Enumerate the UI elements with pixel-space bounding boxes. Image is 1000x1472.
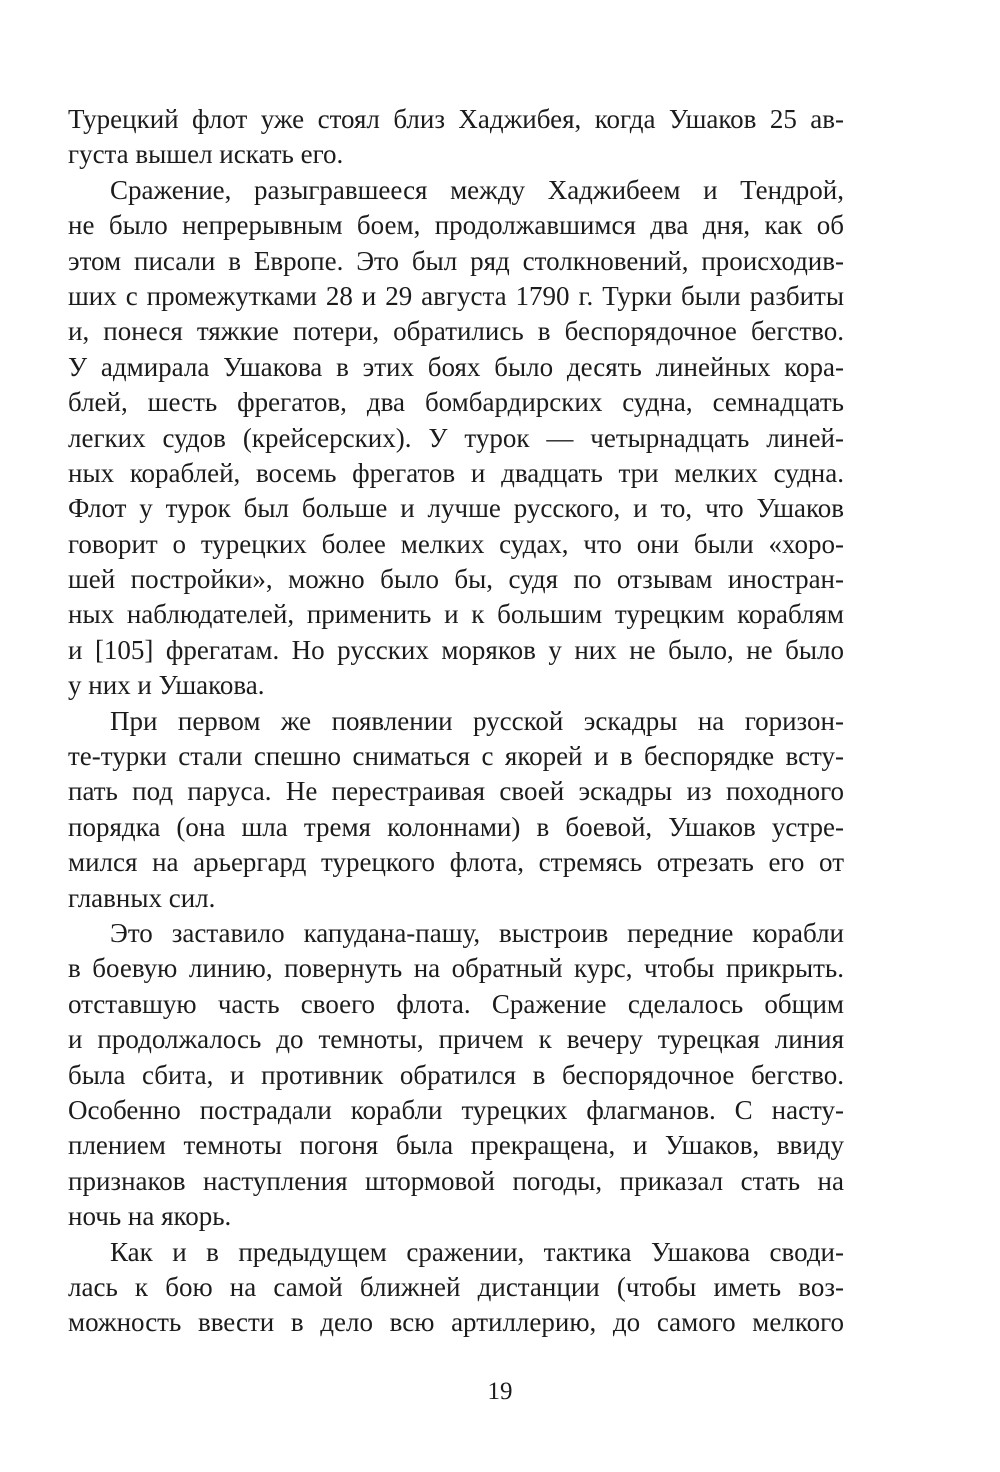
text-line: Это заставило капудана-пашу, выстроив передние корабли — [110, 917, 844, 948]
text-line: мился на арьергард турецкого флота, стремясь отрезать его от — [68, 847, 844, 878]
paragraph-5 — [68, 1235, 844, 1341]
text-line: говорит о турецких более мелких судах, что они были «хоро- — [68, 528, 844, 559]
text-line: и [105] фрегатам. Но русских моряков у них не было, не было — [68, 634, 844, 665]
text-line: ших с промежутками 28 и 29 августа 1790 г. Турки были разбиты — [68, 280, 844, 311]
text-line: густа вышел искать его. — [68, 139, 344, 170]
text-line: Флот у турок был больше и лучше русского, и то, что Ушаков — [68, 493, 844, 524]
text-line: У адмирала Ушакова в этих боях было десять линейных кора- — [68, 351, 844, 382]
paragraph-3 — [68, 704, 844, 916]
text-line: ных кораблей, восемь фрегатов и двадцать три мелких судна. — [68, 457, 844, 488]
text-line: главных сил. — [68, 882, 216, 913]
text-line: и продолжалось до темноты, причем к вечеру турецкая линия — [68, 1024, 844, 1055]
text-line: можность ввести в дело всю артиллерию, до самого мелкого — [68, 1307, 844, 1338]
text-line: не было непрерывным боем, продолжавшимся два дня, как об — [68, 210, 844, 241]
text-line: Турецкий флот уже стоял близ Хаджибея, когда Ушаков 25 ав- — [68, 104, 844, 134]
text-line: Как и в предыдущем сражении, тактика Ушакова своди- — [110, 1236, 844, 1267]
text-line: блей, шесть фрегатов, два бомбардирских судна, семнадцать — [68, 387, 844, 418]
text-line: ночь на якорь. — [68, 1201, 232, 1232]
text-line: отставшую часть своего флота. Сражение сделалось общим — [68, 988, 844, 1019]
text-line: признаков наступления штормовой погоды, приказал стать на — [68, 1165, 844, 1196]
text-line: При первом же появлении русской эскадры на горизон- — [110, 705, 844, 736]
paragraph-2 — [68, 173, 844, 704]
paragraph-1 — [68, 102, 844, 173]
paragraph-4 — [68, 916, 844, 1235]
body-text — [68, 102, 844, 1341]
text-line: и, понеся тяжкие потери, обратились в беспорядочное бегство. — [68, 316, 844, 347]
text-line: этом писали в Европе. Это был ряд столкновений, происходив- — [68, 245, 844, 276]
text-line: те-турки стали спешно сниматься с якорей и в беспорядке всту- — [68, 741, 844, 772]
text-line: ных наблюдателей, применить и к большим турецким кораблям — [68, 599, 844, 630]
text-line: пать под паруса. Не перестраивая своей эскадры из походного — [68, 776, 844, 807]
text-line: была сбита, и противник обратился в беспорядочное бегство. — [68, 1059, 844, 1090]
text-line: лась к бою на самой ближней дистанции (чтобы иметь воз- — [68, 1271, 844, 1302]
text-line: у них и Ушакова. — [68, 670, 265, 701]
text-line: шей постройки», можно было бы, судя по отзывам иностран- — [68, 564, 844, 595]
page-number: 19 — [487, 1378, 513, 1405]
text-line: легких судов (крейсерских). У турок — четырнадцать линей- — [68, 422, 844, 453]
text-line: порядка (она шла тремя колоннами) в боевой, Ушаков устре- — [68, 811, 844, 842]
text-line: в боевую линию, повернуть на обратный курс, чтобы прикрыть. — [68, 953, 844, 984]
text-line: плением темноты погоня была прекращена, и Ушаков, ввиду — [68, 1130, 844, 1161]
text-line: Особенно пострадали корабли турецких флагманов. С насту- — [68, 1094, 844, 1125]
text-line: Сражение, разыгравшееся между Хаджибеем и Тендрой, — [110, 174, 844, 205]
